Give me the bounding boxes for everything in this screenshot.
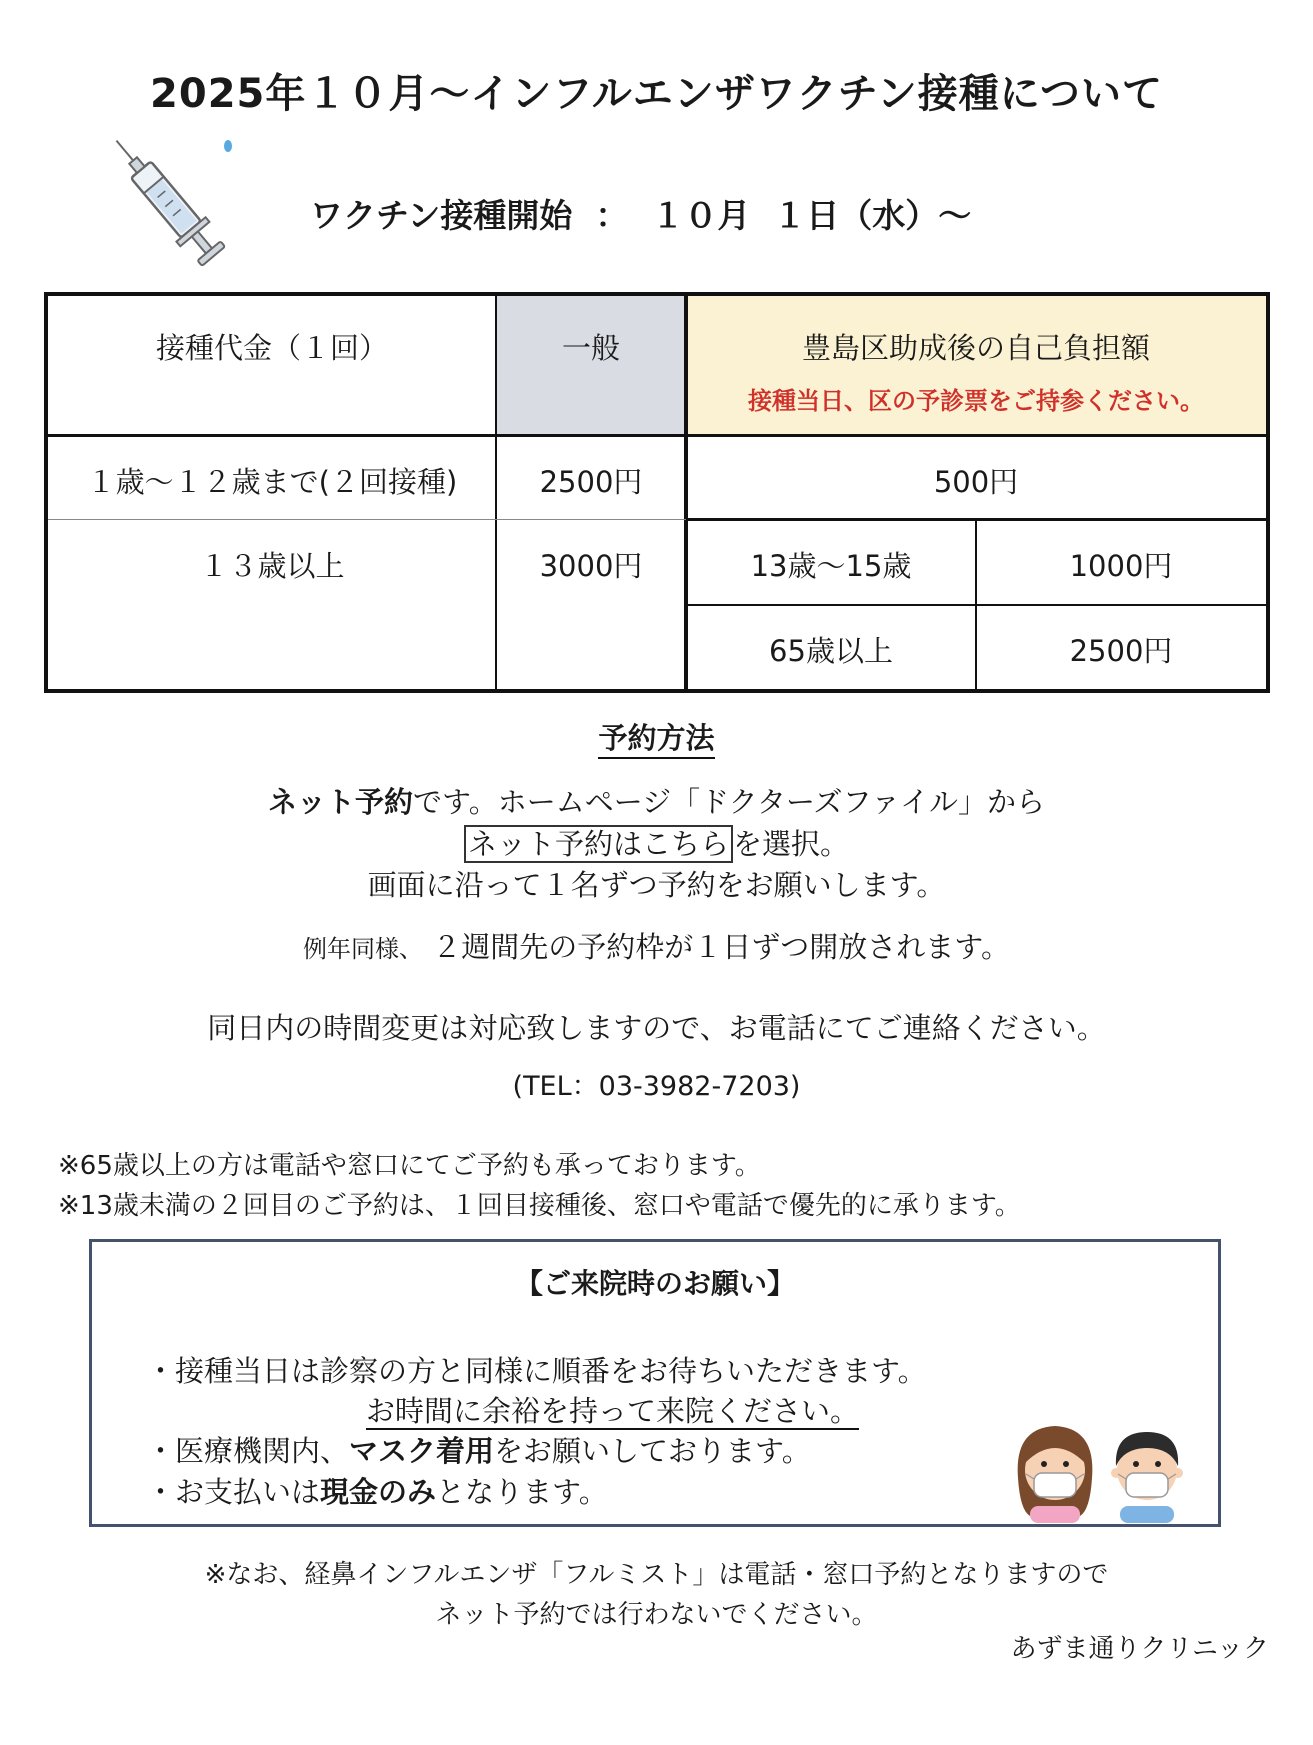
reservation-line4-rest: ２週間先の予約枠が１日ずつ開放されます。 xyxy=(432,930,1010,964)
visit-item-2 xyxy=(146,1429,811,1470)
reservation-line4-small: 例年同様、 xyxy=(303,935,424,963)
note-65-over: ※65歳以上の方は電話や窓口にてご予約も承っております。 xyxy=(58,1151,761,1181)
row1-subsidy xyxy=(686,436,1266,520)
visit-item-2-pre: ・医療機関内、 xyxy=(146,1434,350,1468)
table-divider xyxy=(686,518,1266,521)
clinic-name: あずま通りクリニック xyxy=(1010,1634,1269,1664)
subsidy-note: 接種当日、区の予診票をご持参ください。 xyxy=(748,387,1204,415)
reservation-heading xyxy=(0,716,1313,757)
start-separator: ： xyxy=(595,196,629,235)
row2-age xyxy=(48,520,496,690)
row2-age-text: １３歳以上 xyxy=(199,549,345,583)
reservation-line5: 同日内の時間変更は対応致しますので、お電話にてご連絡ください。 xyxy=(207,1011,1106,1045)
reservation-line3: 画面に沿って１名ずつ予約をお願いします。 xyxy=(367,868,946,902)
page-title: 2025年１０月〜インフルエンザワクチン接種について xyxy=(150,71,1163,117)
reservation-heading-text: 予約方法 xyxy=(598,721,714,759)
table-divider xyxy=(495,296,497,690)
start-label: ワクチン接種開始 xyxy=(310,196,573,235)
visit-item-3-bold: 現金のみ xyxy=(320,1475,437,1509)
row1-general xyxy=(496,436,686,520)
flumist-note-line2: ネット予約では行わないでください。 xyxy=(435,1600,878,1630)
visit-item-1: ・接種当日は診察の方と同様に順番をお待ちいただきます。 xyxy=(146,1354,927,1388)
header-general xyxy=(496,296,686,436)
row2-sub1-price-text: 1000円 xyxy=(1069,549,1173,583)
price-table xyxy=(44,292,1270,693)
row2-sub2-age xyxy=(686,605,976,690)
visit-item-3-post: となります。 xyxy=(436,1475,608,1509)
vaccination-start xyxy=(310,190,971,237)
reservation-line1 xyxy=(0,780,1313,821)
masked-children-icon xyxy=(1010,1418,1190,1523)
row2-sub2-price xyxy=(976,605,1266,690)
table-divider xyxy=(48,434,1266,437)
reservation-line2-rest: を選択。 xyxy=(733,827,850,861)
row1-age-text: １歳〜１２歳まで(２回接種) xyxy=(86,465,458,499)
reservation-line4 xyxy=(0,925,1313,966)
row2-general xyxy=(496,520,686,690)
visit-item-2-post: をお願いしております。 xyxy=(494,1434,811,1468)
tel-number: (TEL：03-3982-7203) xyxy=(512,1071,801,1102)
net-reservation-bold: ネット予約 xyxy=(268,785,414,819)
reservation-line2 xyxy=(0,822,1313,863)
row1-age xyxy=(48,436,496,520)
row1-subsidy-text: 500円 xyxy=(933,465,1019,499)
header-fee-text: 接種代金（１回） xyxy=(155,331,388,365)
row2-general-text: 3000円 xyxy=(539,549,643,583)
row2-sub1-price xyxy=(976,520,1266,605)
table-divider xyxy=(686,604,1266,606)
visit-item-3-pre: ・お支払いは xyxy=(146,1475,321,1509)
start-date: １０月 １日（水）〜 xyxy=(651,196,972,235)
table-divider xyxy=(48,519,686,520)
row2-sub2-price-text: 2500円 xyxy=(1069,634,1173,668)
header-general-text: 一般 xyxy=(561,331,620,365)
note-under-13: ※13歳未満の２回目のご予約は、１回目接種後、窓口や電話で優先的に承ります。 xyxy=(58,1191,1021,1221)
header-fee-label xyxy=(48,296,496,436)
row1-general-text: 2500円 xyxy=(539,465,643,499)
visit-item-3 xyxy=(146,1470,608,1511)
header-subsidy-text: 豊島区助成後の自己負担額 xyxy=(801,331,1150,365)
row2-sub1-age-text: 13歳〜15歳 xyxy=(750,549,912,583)
visit-item-1-sub-text: お時間に余裕を持って来院ください。 xyxy=(366,1394,860,1428)
visit-title: 【ご来院時のお願い】 xyxy=(514,1267,795,1300)
header-subsidy xyxy=(686,296,1266,436)
row2-sub1-age xyxy=(686,520,976,605)
syringe-icon xyxy=(108,138,238,278)
row2-sub2-age-text: 65歳以上 xyxy=(769,634,893,668)
net-reservation-link-label: ネット予約はこちら xyxy=(464,825,733,863)
flumist-note-line1: ※なお、経鼻インフルエンザ「フルミスト」は電話・窓口予約となりますので xyxy=(204,1560,1109,1590)
visit-item-1-sub xyxy=(366,1389,859,1430)
visit-item-2-bold: マスク着用 xyxy=(349,1434,495,1468)
table-divider xyxy=(684,296,688,690)
reservation-line1-rest: です。ホームページ「ドクターズファイル」から xyxy=(413,785,1045,819)
